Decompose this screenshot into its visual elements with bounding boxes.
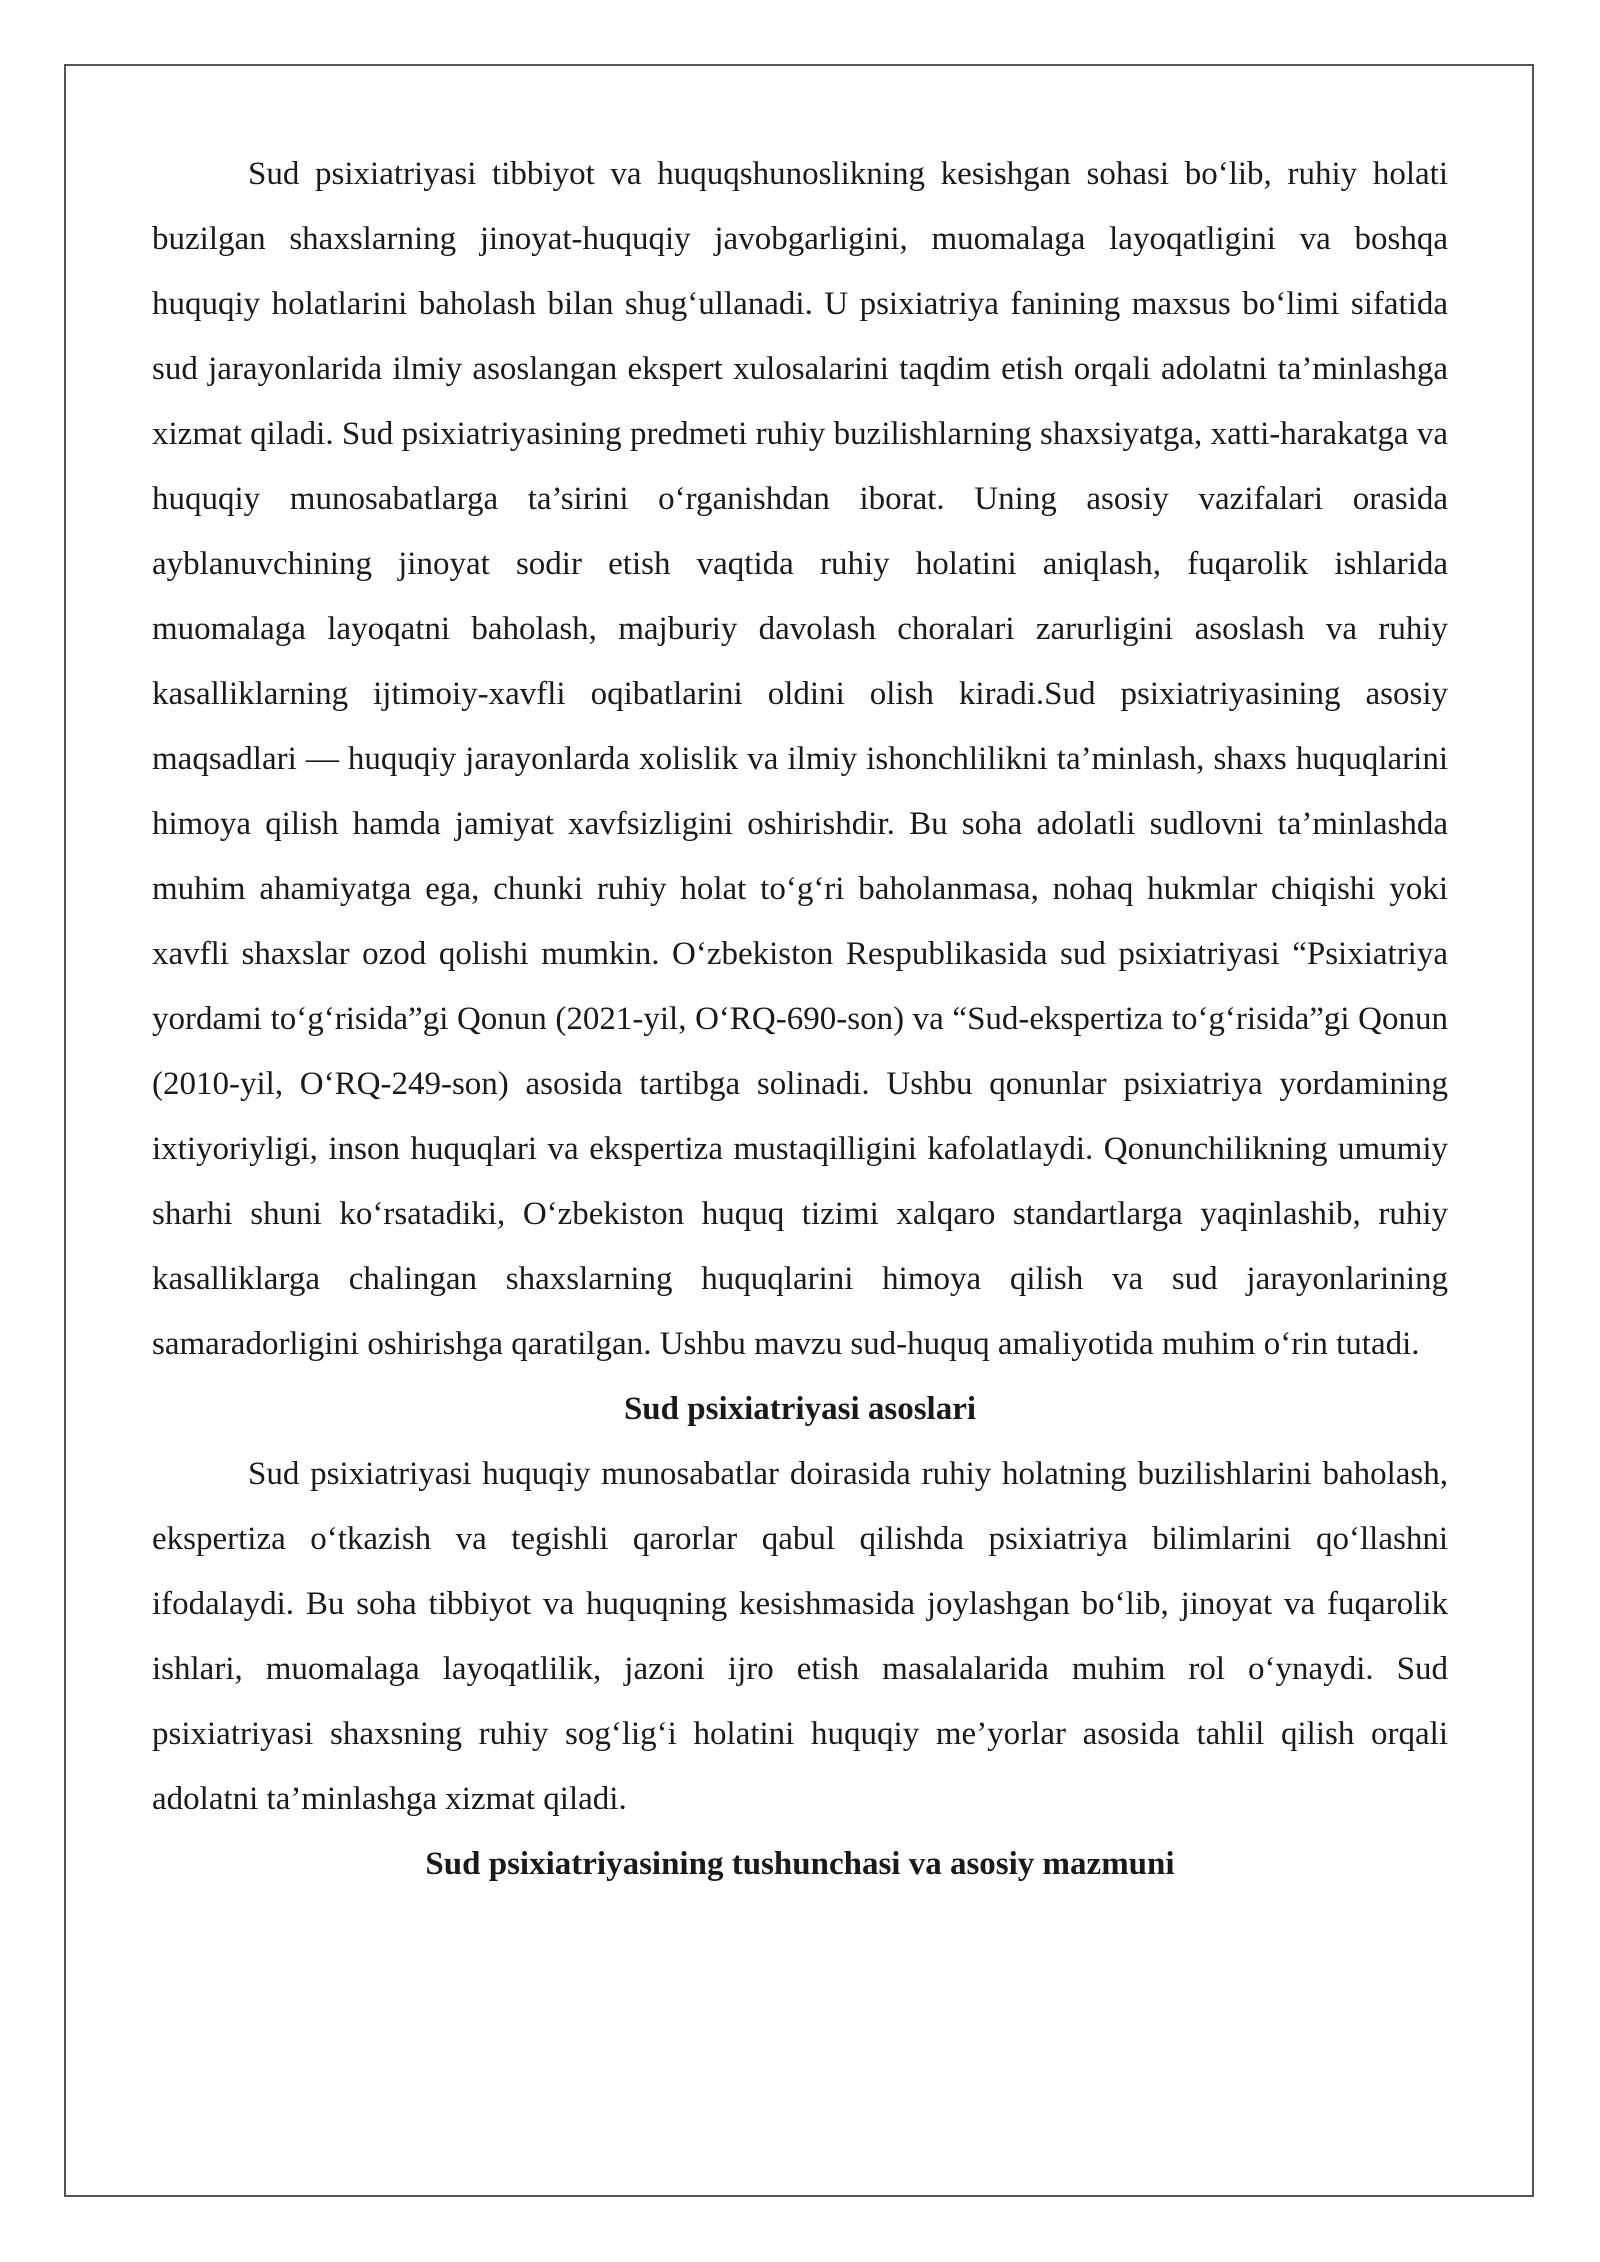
section-heading-concept: Sud psixiatriyasining tushunchasi va asosiy mazmuni <box>425 1846 1175 1882</box>
document-body <box>152 142 1448 1897</box>
foundations-paragraph: Sud psixiatriyasi huquqiy munosabatlar doirasida ruhiy holatning buzilishlarini baholash, ekspertiza o‘tkazish va tegishli qarorlar qabul qilishda psixiatriya bilimlarini qo‘llashni ifodalaydi. Bu soha tibbiyot va huquqning kesishmasida joylashgan bo‘lib, jinoyat va fuqarolik ishlari, muomalaga layoqatlilik, jazoni ijro etish masalalarida muhim rol o‘ynaydi. Sud psixiatriyasi shaxsning ruhiy sog‘lig‘i holatini huquqiy me’yorlar asosida tahlil qilish orqali adolatni ta’minlashga xizmat qiladi. <box>152 1456 1448 1817</box>
intro-paragraph: Sud psixiatriyasi tibbiyot va huquqshunoslikning kesishgan sohasi bo‘lib, ruhiy holati buzilgan shaxslarning jinoyat-huquqiy javobgarligini, muomalaga layoqatligini va boshqa huquqiy holatlarini baholash bilan shug‘ullanadi. U psixiatriya fanining maxsus bo‘limi sifatida sud jarayonlarida ilmiy asoslangan ekspert xulosalarini taqdim etish orqali adolatni ta’minlashga xizmat qiladi. Sud psixiatriyasining predmeti ruhiy buzilishlarning shaxsiyatga, xatti-harakatga va huquqiy munosabatlarga ta’sirini o‘rganishdan iborat. Uning asosiy vazifalari orasida ayblanuvchining jinoyat sodir etish vaqtida ruhiy holatini aniqlash, fuqarolik ishlarida muomalaga layoqatni baholash, majburiy davolash choralari zarurligini asoslash va ruhiy kasalliklarning ijtimoiy-xavfli oqibatlarini oldini olish kiradi.Sud psixiatriyasining asosiy maqsadlari — huquqiy jarayonlarda xolislik va ilmiy ishonchlilikni ta’minlash, shaxs huquqlarini himoya qilish hamda jamiyat xavfsizligini oshirishdir. Bu soha adolatli sudlovni ta’minlashda muhim ahamiyatga ega, chunki ruhiy holat to‘g‘ri baholanmasa, nohaq hukmlar chiqishi yoki xavfli shaxslar ozod qolishi mumkin. O‘zbekiston Respublikasida sud psixiatriyasi “Psixiatriya yordami to‘g‘risida”gi Qonun (2021-yil, O‘RQ-690-son) va “Sud-ekspertiza to‘g‘risida”gi Qonun (2010-yil, O‘RQ-249-son) asosida tartibga solinadi. Ushbu qonunlar psixiatriya yordamining ixtiyoriyligi, inson huquqlari va ekspertiza mustaqilligini kafolatlaydi. Qonunchilikning umumiy sharhi shuni ko‘rsatadiki, O‘zbekiston huquq tizimi xalqaro standartlarga yaqinlashib, ruhiy kasalliklarga chalingan shaxslarning huquqlarini himoya qilish va sud jarayonlarining samaradorligini oshirishga qaratilgan. Ushbu mavzu sud-huquq amaliyotida muhim o‘rin tutadi. <box>152 156 1448 1362</box>
section-heading-foundations: Sud psixiatriyasi asoslari <box>623 1391 977 1427</box>
